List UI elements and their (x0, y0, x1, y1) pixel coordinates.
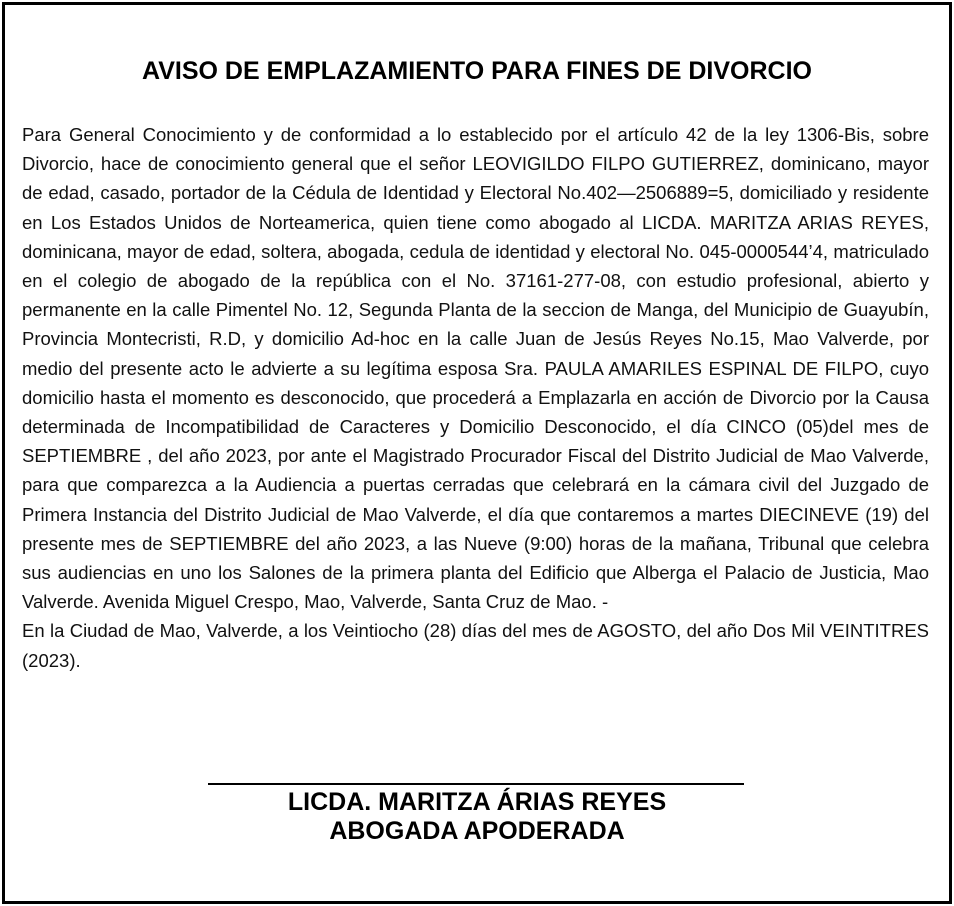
body-paragraph: Para General Conocimiento y de conformidad a lo establecido por el artículo 42 de la ley 1306-Bis, sobre Divorcio, hace de conocimiento general que el señor LEOVIGILDO FILPO GUTIERREZ, dominicano, mayor de edad, casado, portador de la Cédula de Identidad y Electoral No.402—2506889=5, domiciliado y residente en Los Estados Unidos de Norteamerica, quien tiene como abogado al LICDA. MARITZA ARIAS REYES, dominicana, mayor de edad, soltera, abogada, cedula de identidad y electoral No. 045-0000544’4, matriculado en el colegio de abogado de la república con el No. 37161-277-08, con estudio profesional, abierto y permanente en la calle Pimentel No. 12, Segunda Planta de la seccion de Manga, del Municipio de Guayubín, Provincia Montecristi, R.D, y domicilio Ad-hoc en la calle Juan de Jesús Reyes No.15, Mao Valverde, por medio del presente acto le advierte a su legítima esposa Sra. PAULA AMARILES ESPINAL DE FILPO, cuyo domicilio hasta el momento es desconocido, que procederá a Emplazarla en acción de Divorcio por la Causa determinada de Incompatibilidad de Caracteres y Domicilio Desconocido, el día CINCO (05)del mes de SEPTIEMBRE , del año 2023, por ante el Magistrado Procurador Fiscal del Distrito Judicial de Mao Valverde, para que comparezca a la Audiencia a puertas cerradas que celebrará en la cámara civil del Juzgado de Primera Instancia del Distrito Judicial de Mao Valverde, el día que contaremos a martes DIECINEVE (19) del presente mes de SEPTIEMBRE del año 2023, a las Nueve (9:00) horas de la mañana, Tribunal que celebra sus audiencias en uno los Salones de la primera planta del Edificio que Alberga el Palacio de Justicia, Mao Valverde. Avenida Miguel Crespo, Mao, Valverde, Santa Cruz de Mao. - (22, 124, 929, 613)
notice-title: AVISO DE EMPLAZAMIENTO PARA FINES DE DIVORCIO (142, 57, 812, 85)
signatory-role: ABOGADA APODERADA (329, 817, 625, 845)
notice-body (22, 120, 929, 675)
closing-paragraph: En la Ciudad de Mao, Valverde, a los Veintiocho (28) días del mes de AGOSTO, del año Dos Mil VEINTITRES (2023). (22, 620, 929, 671)
signature-line (208, 783, 744, 785)
notice-frame (2, 2, 952, 904)
signatory-name: LICDA. MARITZA ÁRIAS REYES (287, 788, 667, 816)
